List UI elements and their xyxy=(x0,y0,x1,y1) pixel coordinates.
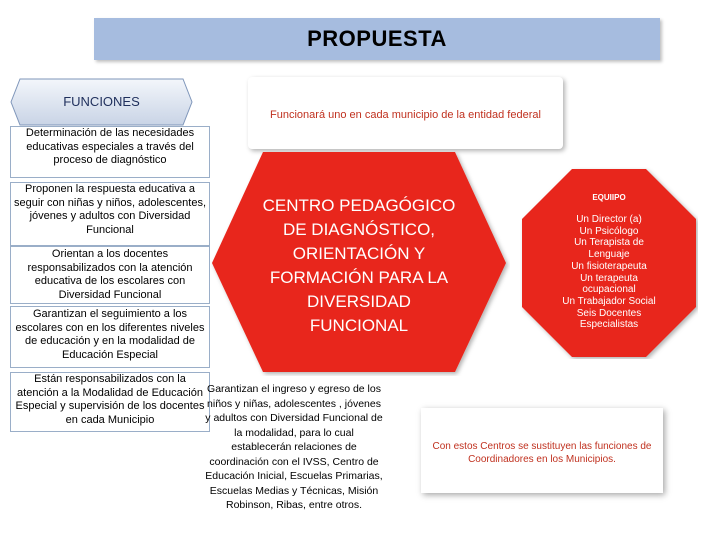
center-title xyxy=(236,194,482,338)
equipo-member: Un Trabajador Social xyxy=(562,295,656,307)
center-hexagon xyxy=(208,150,510,376)
funciones-label: FUNCIONES xyxy=(63,94,140,109)
subtitle-box xyxy=(248,77,563,149)
page-title: PROPUESTA xyxy=(307,26,447,51)
function-box-4 xyxy=(10,306,210,368)
equipo-member: Un Director (a) xyxy=(576,214,642,225)
center-line-6: FUNCIONAL xyxy=(309,316,409,335)
function-text-4: Garantizan el seguimiento a los escolares con en los diferentes niveles de educación y en la modalidad de Educación Especial xyxy=(15,308,205,361)
function-box-5 xyxy=(10,372,210,432)
equipo-member: Seis Docentes xyxy=(576,307,642,319)
title-bar xyxy=(94,18,660,60)
note-box xyxy=(421,408,663,493)
note-text: Con estos Centros se sustituyen las funciones de Coordinadores en los Municipios. xyxy=(432,441,652,465)
function-box-1 xyxy=(10,126,210,178)
function-text-2: Proponen la respuesta educativa a seguir con niñas y niños, adolescentes, jóvenes y adultos con Diversidad Funcional xyxy=(14,183,207,236)
center-line-4: FORMACIÓN PARA LA xyxy=(269,268,449,287)
center-line-2: DE DIAGNÓSTICO, xyxy=(282,220,436,239)
funciones-tab xyxy=(10,78,193,126)
equipo-member: Un Psicólogo xyxy=(579,225,639,237)
equipo-octagon xyxy=(520,167,698,359)
equipo-list xyxy=(520,214,698,331)
equipo-member: ocupacional xyxy=(582,284,636,296)
function-text-1: Determinación de las necesidades educativas especiales a través del proceso de diagnóstico xyxy=(25,127,195,166)
function-box-3 xyxy=(10,246,210,304)
equipo-member: Un terapeuta xyxy=(580,272,638,284)
center-guarantee-text: Garantizan el ingreso y egreso de los niños y niñas, adolescentes , jóvenes y adultos con Diversidad Funcional de la modalidad, para lo cual establecerán relaciones de coordinación con el IVSS, Centro de Educación Inicial, Escuelas Primarias, Escuelas Medias y Técnicas, Misión Robinson, Ribas, entre otros. xyxy=(205,383,383,511)
function-box-2 xyxy=(10,182,210,246)
equipo-member: Un Terapista de xyxy=(574,237,644,249)
equipo-heading: EQUIIPO xyxy=(592,193,626,202)
function-text-5: Están responsabilizados con la atención a la Modalidad de Educación Especial y supervisión de los docentes en cada Municipio xyxy=(15,373,205,426)
equipo-member: Lenguaje xyxy=(588,249,630,261)
center-line-1: CENTRO PEDAGÓGICO xyxy=(262,196,456,215)
center-line-3: ORIENTACIÓN Y xyxy=(292,244,426,263)
equipo-member: Especialistas xyxy=(579,319,639,331)
subtitle-text: Funcionará uno en cada municipio de la entidad federal xyxy=(270,109,541,121)
center-line-5: DIVERSIDAD xyxy=(307,292,411,311)
function-text-3: Orientan a los docentes responsabilizados con la atención educativa de los escolares con Diversidad Funcional xyxy=(27,248,193,301)
equipo-member: Un fisioterapeuta xyxy=(571,260,647,272)
